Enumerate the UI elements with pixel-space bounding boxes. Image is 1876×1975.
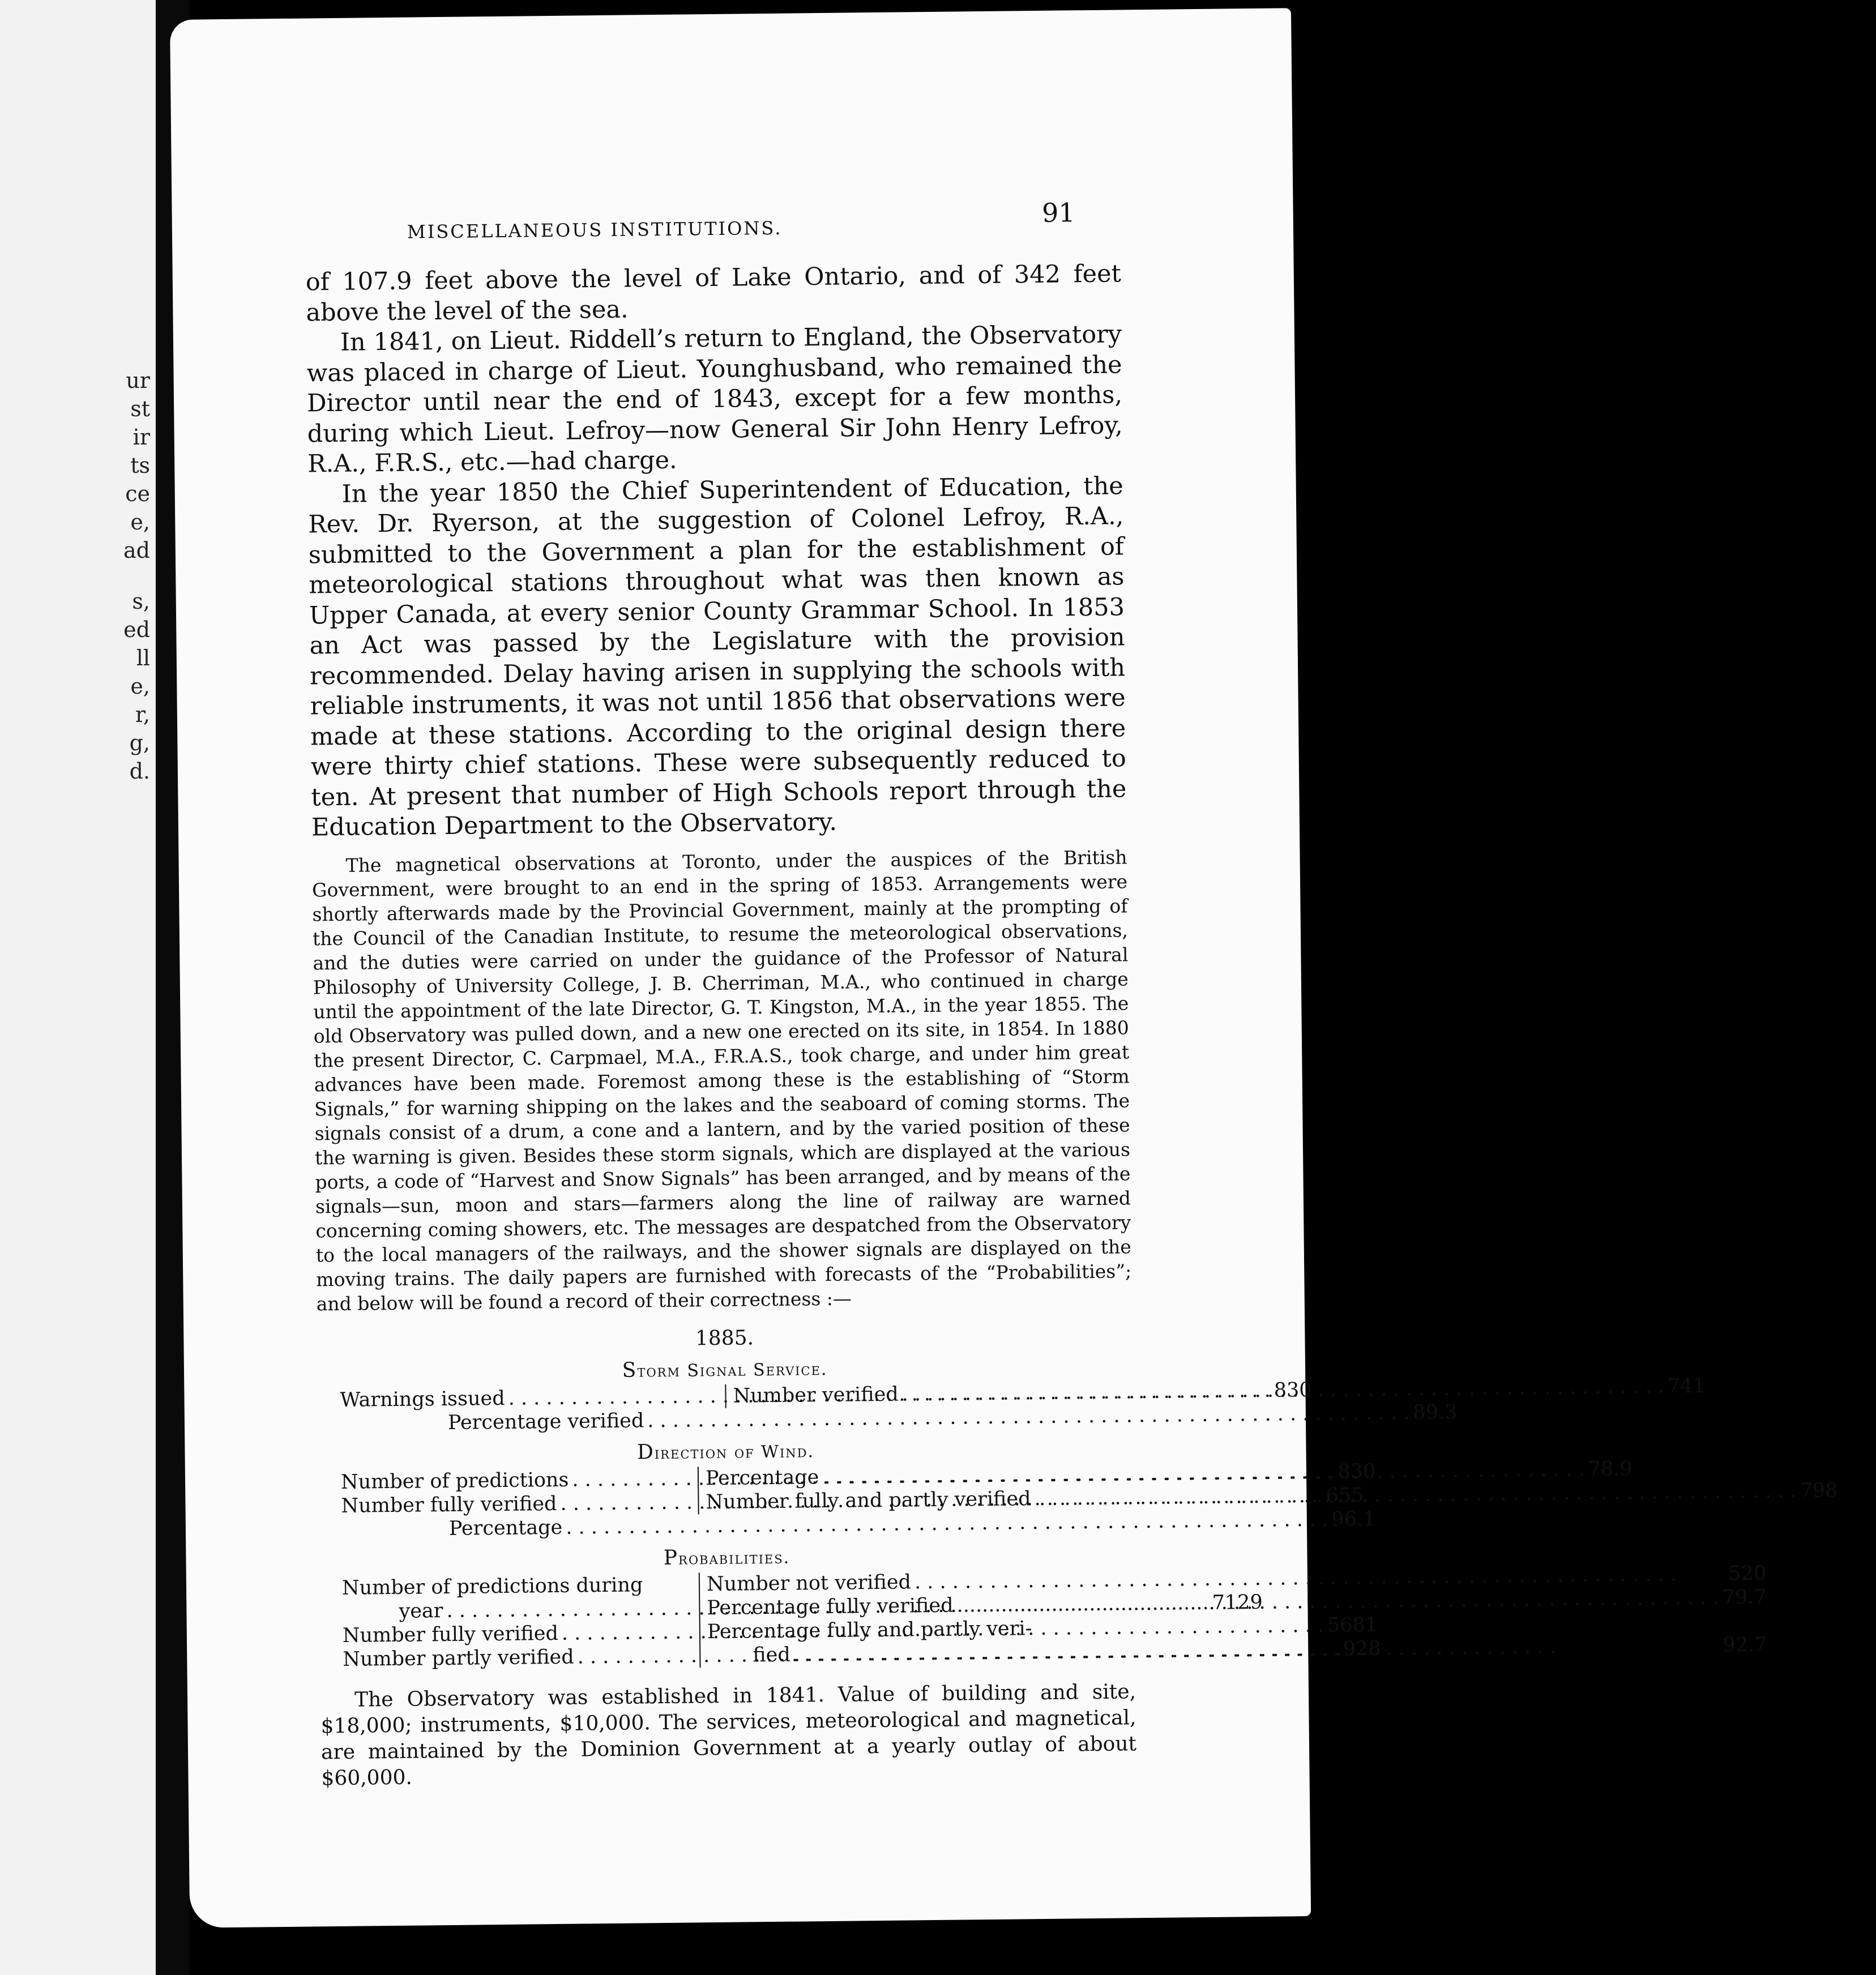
table-value: 92.7	[1723, 1633, 1767, 1656]
small-print-text	[311, 845, 1131, 1316]
section-title: Probabilities.	[663, 1546, 790, 1570]
table-value: 7129	[1212, 1591, 1263, 1614]
facing-page-fragment: ll	[136, 645, 150, 670]
facing-page-fragment: g,	[129, 730, 150, 755]
facing-page-fragment: d.	[129, 759, 150, 784]
facing-page-fragment: ed	[123, 617, 150, 642]
table-value: 830	[1337, 1460, 1376, 1484]
facing-page-fragment: ir	[133, 425, 150, 450]
facing-page-fragment: ur	[126, 368, 150, 393]
table-label: fied	[753, 1643, 790, 1666]
table-label: Percentage fully verified	[707, 1594, 954, 1619]
table-value: 928	[1343, 1637, 1381, 1660]
table-label: Number fully and partly verified	[706, 1487, 1031, 1514]
paragraph: The magnetical observations at Toronto, under the auspices of the British Government, were brought to an end in the spring of 1853. Arrangements were shortly afterwards made by the Provincial Government, mainly at the prompting of the Council of the Canadian Institute, to resume the meteorological observations, and the duties were carried on under the guidance of the Professor of Natural Philosophy of University College, J. B. Cherriman, M.A., who continued in charge until the appointment of the late Director, G. T. Kingston, M.A., in the year 1855. The old Observatory was pulled down, and a new one erected on its site, in 1854. In 1880 the present Director, C. Carpmael, M.A., F.R.A.S., took charge, and under him great advances have been made. Foremost among these is the establishing of “Storm Signals,” for warning shipping on the lakes and the seaboard of coming storms. The signals consist of a drum, a cone and a lantern, and by the varied position of these the warning is given. Besides these storm signals, which are displayed at the various ports, a code of “Harvest and Snow Signals” has been arranged, and by means of the signals—sun, moon and stars—farmers along the line of railway are warned concerning coming showers, etc. The messages are despatched from the Observatory to the local managers of the railways, and the shower signals are displayed on the moving trains. The daily papers are furnished with forecasts of the “Probabilities”; and below will be found a record of their correctness :—	[311, 845, 1132, 1315]
year-heading: 1885.	[695, 1326, 754, 1350]
facing-page-edge	[0, 0, 156, 1975]
table-label: Number of predictions	[340, 1468, 569, 1494]
table-label: Number verified	[733, 1383, 899, 1408]
table-value: 655	[1326, 1484, 1364, 1507]
table-value: 78.9	[1588, 1457, 1633, 1481]
table-label: Warnings issued	[340, 1387, 505, 1412]
table-label: year	[399, 1599, 443, 1623]
paragraph: The Observatory was established in 1841. Value of building and site, $18,000; instruments, $10,000. The services, meteorological and magnetical, are maintained by the Dominion Government at a yearly outlay of about $60,000.	[320, 1679, 1137, 1790]
table-label: Number fully verified	[342, 1622, 559, 1647]
table-value: 89.3	[1413, 1400, 1458, 1424]
storm-signal-table	[317, 1353, 1706, 1436]
page-number: 91	[1041, 197, 1075, 228]
facing-page-fragment: ts	[130, 453, 150, 478]
probabilities-table	[319, 1541, 1767, 1672]
paragraph: In 1841, on Lieut. Riddell’s return to England, the Observatory was placed in charge of Lieut. Younghusband, who remained the Director until near the end of 1843, except for a few months, during which Lieut. Lefroy—now General Sir John Henry Lefroy, R.A., F.R.S., etc.—had charge.	[306, 320, 1123, 478]
facing-page-fragment: ce	[125, 481, 150, 506]
table-value: 96.1	[1331, 1507, 1376, 1531]
table-value: 5681	[1327, 1613, 1378, 1637]
closing-text	[320, 1679, 1137, 1792]
facing-page-fragment: s,	[132, 589, 150, 614]
table-label: Number partly verified	[343, 1645, 574, 1671]
table-value: 79.7	[1722, 1585, 1767, 1609]
table-value: 520	[1728, 1562, 1767, 1585]
facing-page-fragment: e,	[130, 674, 150, 699]
section-title: Direction of Wind.	[636, 1440, 815, 1464]
facing-page-fragment: e,	[130, 510, 150, 535]
running-head: MISCELLANEOUS INSTITUTIONS.	[407, 217, 783, 243]
section-title: Storm Signal Service.	[622, 1358, 828, 1382]
paragraph: of 107.9 feet above the level of Lake Ontario, and of 342 feet above the level of the sea.	[305, 259, 1122, 327]
table-label: Percentage	[705, 1465, 819, 1490]
table-label: Number fully verified	[341, 1492, 557, 1517]
facing-page-fragment: st	[130, 396, 150, 421]
paragraph: In the year 1850 the Chief Superintendent of Education, the Rev. Dr. Ryerson, at the suggestion of Colonel Lefroy, R.A., submitted to the Government a plan for the establishment of meteorological stations throughout what was then known as Upper Canada, at every senior County Grammar School. In 1853 an Act was passed by the Legislature with the provision recommended. Delay having arisen in supplying the schools with reliable instruments, it was not until 1856 that observations were made at these stations. According to the original design there were thirty chief stations. These were subsequently reduced to ten. At present that number of High Schools report through the Education Department to the Observatory.	[308, 471, 1127, 842]
page-header	[305, 196, 1121, 267]
table-label: Percentage verified	[447, 1409, 644, 1434]
table-label: Number of predictions during	[341, 1573, 643, 1600]
table-label: Percentage fully and partly veri-	[707, 1617, 1032, 1643]
page-content	[305, 196, 1838, 1791]
table-value: 798	[1800, 1478, 1838, 1502]
main-text	[306, 259, 1127, 843]
facing-page-fragment: ad	[123, 538, 150, 563]
table-label: Number not verified	[706, 1570, 912, 1596]
direction-of-wind-table	[318, 1435, 1838, 1542]
book-page	[170, 8, 1838, 1928]
table-value: 830	[1274, 1378, 1312, 1402]
table-label: Percentage	[448, 1516, 563, 1540]
facing-page-fragment: r,	[135, 702, 150, 727]
table-value: 741	[1667, 1374, 1706, 1397]
